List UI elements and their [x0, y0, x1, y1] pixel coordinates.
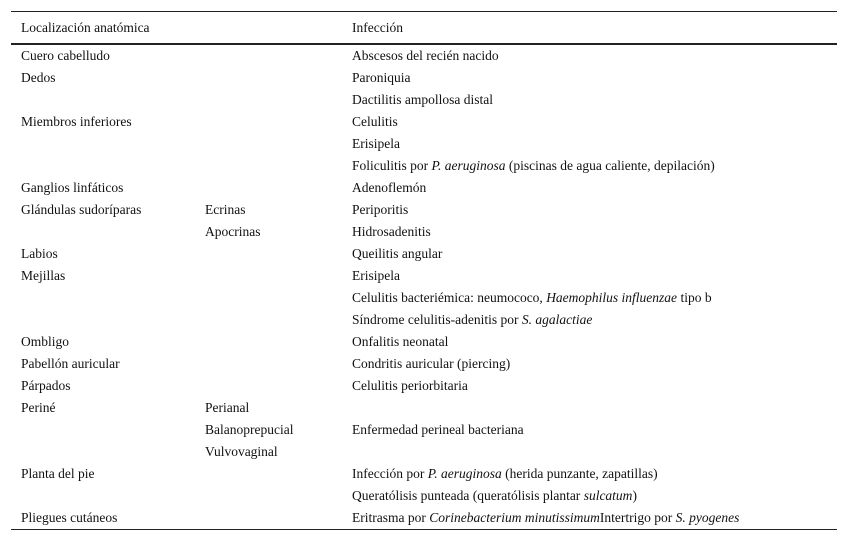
location-cell: Ganglios linfáticos — [21, 180, 124, 195]
species-name: S. agalactiae — [521, 312, 593, 327]
sublocation-cell: Balanoprepucial — [205, 422, 294, 437]
species-name: P. aeruginosa — [427, 466, 502, 481]
infection-cell — [352, 463, 658, 485]
infection-text: ) — [632, 488, 637, 503]
location-cell: Cuero cabelludo — [21, 48, 110, 63]
infection-table — [11, 11, 837, 530]
table-row — [11, 221, 837, 243]
infection-cell — [352, 331, 448, 353]
infection-text: (piscinas de agua caliente, depilación) — [505, 158, 715, 173]
infection-text: Queratólisis punteada (queratólisis plantar — [352, 488, 584, 503]
location-cell: Pabellón auricular — [21, 356, 120, 371]
location-cell: Párpados — [21, 378, 71, 393]
table-row — [11, 45, 837, 67]
infection-cell — [352, 507, 739, 529]
table-header-row — [11, 12, 837, 45]
table-row — [11, 441, 837, 463]
table-row — [11, 331, 837, 353]
infection-text: Foliculitis por — [352, 158, 432, 173]
table-row — [11, 265, 837, 287]
location-cell: Periné — [21, 400, 56, 415]
infection-cell — [352, 309, 592, 331]
infection-cell — [352, 133, 400, 155]
infection-cell — [352, 265, 400, 287]
infection-cell — [352, 419, 524, 441]
infection-cell — [352, 89, 493, 111]
infection-cell — [352, 67, 411, 89]
table-row — [11, 155, 837, 177]
species-name: S. pyogenes — [675, 510, 740, 525]
infection-text: Celulitis — [352, 114, 398, 129]
infection-cell — [352, 375, 468, 397]
infection-text: Infección por — [352, 466, 428, 481]
infection-cell — [352, 243, 442, 265]
table-row — [11, 67, 837, 89]
location-cell: Planta del pie — [21, 466, 95, 481]
infection-text: Paroniquia — [352, 70, 411, 85]
infection-text: Abscesos del recién nacido — [352, 48, 499, 63]
infection-text: Periporitis — [352, 202, 409, 217]
table-row — [11, 111, 837, 133]
infection-text: Adenoflemón — [352, 180, 427, 195]
infection-text: Onfalitis neonatal — [352, 334, 449, 349]
infection-cell — [352, 177, 426, 199]
table-row — [11, 309, 837, 331]
table-body — [11, 45, 837, 529]
location-cell: Pliegues cutáneos — [21, 510, 118, 525]
table-row — [11, 485, 837, 507]
infection-cell — [352, 221, 431, 243]
sublocation-cell: Perianal — [205, 400, 250, 415]
table-row — [11, 133, 837, 155]
species-name: Haemophilus influenzae — [546, 290, 678, 305]
infection-cell — [352, 287, 712, 309]
infection-text: tipo b — [677, 290, 712, 305]
infection-text: Hidrosadenitis — [352, 224, 431, 239]
sublocation-cell: Apocrinas — [205, 224, 261, 239]
infection-cell — [352, 199, 408, 221]
infection-cell — [352, 111, 398, 133]
location-cell: Glándulas sudoríparas — [21, 202, 142, 217]
infection-text: Enfermedad perineal bacteriana — [352, 422, 524, 437]
infection-text: Síndrome celulitis-adenitis por — [352, 312, 522, 327]
species-name: P. aeruginosa — [431, 158, 506, 173]
infection-text: Dactilitis ampollosa distal — [352, 92, 493, 107]
table-row — [11, 89, 837, 111]
infection-text: Celulitis periorbitaria — [352, 378, 468, 393]
location-cell: Labios — [21, 246, 58, 261]
sublocation-cell: Ecrinas — [205, 202, 246, 217]
location-cell: Mejillas — [21, 268, 66, 283]
infection-cell — [352, 45, 499, 67]
header-location: Localización anatómica — [21, 20, 150, 35]
location-cell: Dedos — [21, 70, 56, 85]
location-cell: Miembros inferiores — [21, 114, 132, 129]
infection-cell — [352, 353, 510, 375]
species-name: sulcatum — [583, 488, 633, 503]
infection-cell — [352, 485, 637, 507]
infection-text: Erisipela — [352, 136, 400, 151]
header-infection: Infección — [352, 20, 403, 35]
table-row — [11, 507, 837, 529]
infection-text: Celulitis bacteriémica: neumococo, — [352, 290, 547, 305]
table-row — [11, 177, 837, 199]
table-row — [11, 199, 837, 221]
infection-text: (herida punzante, zapatillas) — [501, 466, 658, 481]
table-row — [11, 375, 837, 397]
infection-text: Queilitis angular — [352, 246, 443, 261]
location-cell: Ombligo — [21, 334, 70, 349]
infection-text: Condritis auricular (piercing) — [352, 356, 511, 371]
infection-text: Intertrigo por — [599, 510, 676, 525]
table-row — [11, 463, 837, 485]
infection-text: Erisipela — [352, 268, 400, 283]
table-row — [11, 287, 837, 309]
table-row — [11, 353, 837, 375]
table-row — [11, 397, 837, 419]
infection-text: Eritrasma por — [352, 510, 430, 525]
table-row — [11, 419, 837, 441]
species-name: Corinebacterium minutissimum — [429, 510, 600, 525]
table-row — [11, 243, 837, 265]
sublocation-cell: Vulvovaginal — [205, 444, 278, 459]
infection-cell — [352, 155, 715, 177]
